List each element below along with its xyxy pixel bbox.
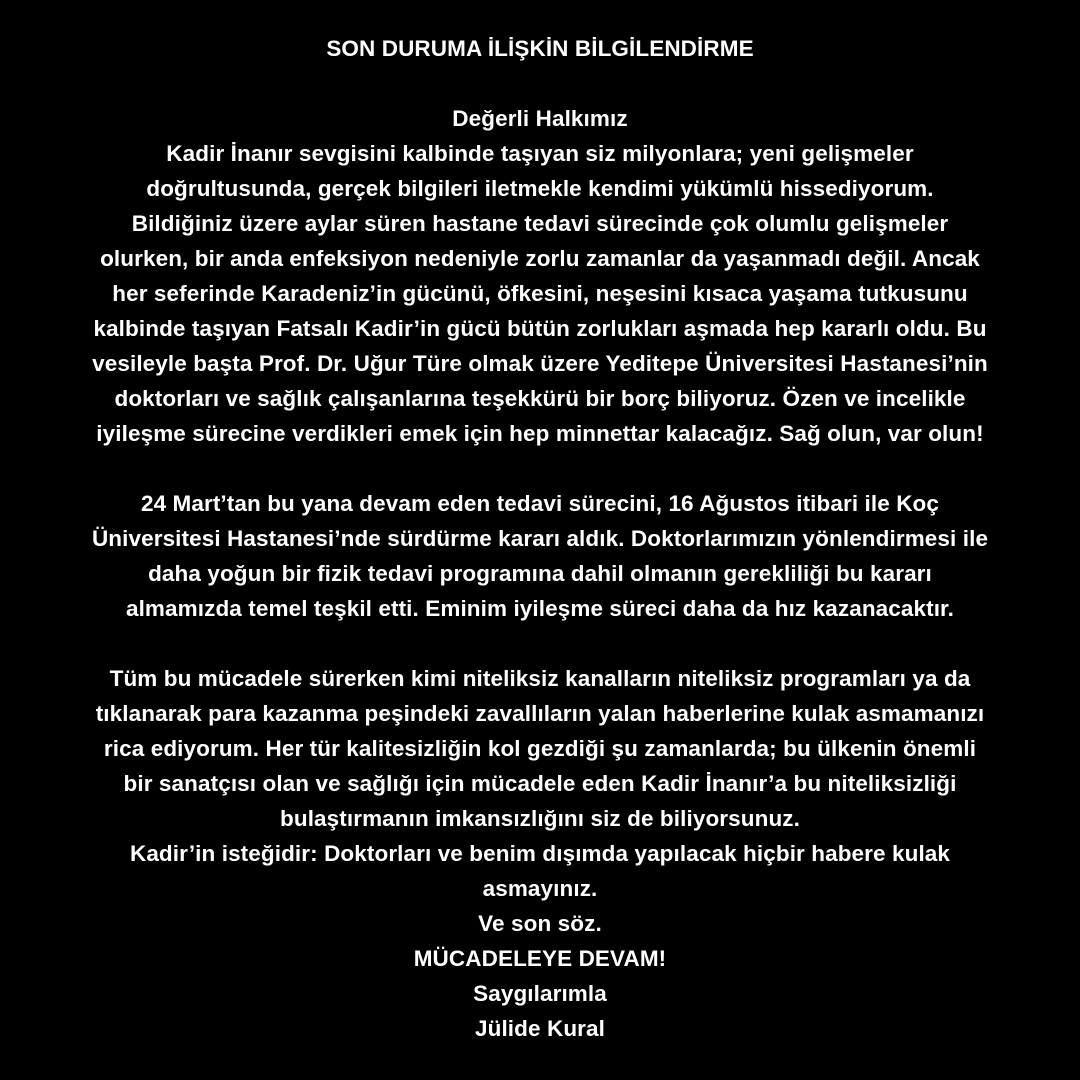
paragraph-1-line: olurken, bir anda enfeksiyon nedeniyle zorlu zamanlar da yaşanmadı değil. Ancak [100,246,980,271]
statement-title: SON DURUMA İLİŞKİN BİLGİLENDİRME [326,36,754,61]
paragraph-1-line: vesileyle başta Prof. Dr. Uğur Türe olmak üzere Yeditepe Üniversitesi Hastanesi’nin [92,351,988,376]
paragraph-3-line: Kadir’in isteğidir: Doktorları ve benim dışımda yapılacak hiçbir habere kulak [129,841,951,866]
closing-last-word: Ve son söz. [478,911,602,936]
paragraph-3-line: rica ediyorum. Her tür kalitesizliğin kol gezdiği şu zamanlarda; bu ülkenin önemli [103,736,977,761]
paragraph-3-line: bir sanatçısı olan ve sağlığı için mücadele eden Kadir İnanır’a bu niteliksizliği [123,771,957,796]
paragraph-3-line: asmayınız. [482,876,598,901]
paragraph-2-line: 24 Mart’tan bu yana devam eden tedavi sürecini, 16 Ağustos itibari ile Koç [140,491,940,516]
closing-regards: Saygılarımla [473,981,607,1006]
paragraph-1-line: doktorları ve sağlık çalışanlarına teşekkürü bir borç biliyoruz. Özen ve incelikle [114,386,966,411]
paragraph-1-line: doğrultusunda, gerçek bilgileri iletmekle kendimi yükümlü hissediyorum. [146,176,934,201]
paragraph-1-line: iyileşme sürecine verdikleri emek için hep minnettar kalacağız. Sağ olun, var olun! [96,421,984,446]
paragraph-1-line: her seferinde Karadeniz’in gücünü, öfkesini, neşesini kısaca yaşama tutkusunu [112,281,968,306]
paragraph-2-line: Üniversitesi Hastanesi’nde sürdürme kararı aldık. Doktorlarımızın yönlendirmesi ile [91,526,989,551]
paragraph-1-line: kalbinde taşıyan Fatsalı Kadir’in gücü bütün zorlukları aşmada hep kararlı oldu. Bu [93,316,987,341]
paragraph-1-line: Bildiğiniz üzere aylar süren hastane tedavi sürecinde çok olumlu gelişmeler [131,211,949,236]
paragraph-3-line: bulaştırmanın imkansızlığını siz de biliyorsunuz. [280,806,800,831]
paragraph-2-line: daha yoğun bir fizik tedavi programına dahil olmanın gerekliliği bu kararı [148,561,932,586]
paragraph-3-line: Tüm bu mücadele sürerken kimi niteliksiz kanalların niteliksiz programları ya da [109,666,971,691]
paragraph-1-line: Kadir İnanır sevgisini kalbinde taşıyan siz milyonlara; yeni gelişmeler [166,141,914,166]
paragraph-2-line: almamızda temel teşkil etti. Eminim iyileşme süreci daha da hız kazanacaktır. [125,596,955,621]
closing-slogan: MÜCADELEYE DEVAM! [413,946,667,971]
greeting: Değerli Halkımız [452,106,628,131]
signature: Jülide Kural [475,1016,605,1041]
paragraph-3-line: tıklanarak para kazanma peşindeki zavallıların yalan haberlerine kulak asmamanızı [95,701,985,726]
